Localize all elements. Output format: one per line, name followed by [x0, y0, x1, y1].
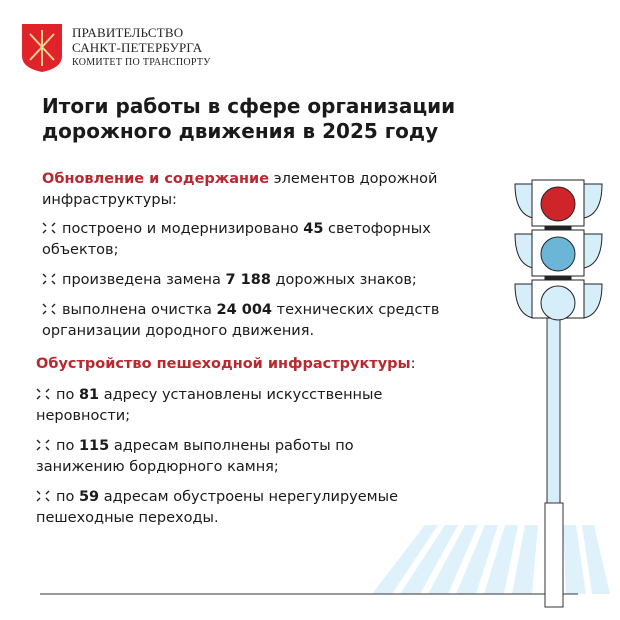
list-item: построено и модернизировано 45 светофорных объектов; [42, 221, 431, 258]
list-item: выполнена очистка 24 004 технических средств организации дородного движения. [42, 302, 440, 339]
organization-name: ПРАВИТЕЛЬСТВО САНКТ-ПЕТЕРБУРГА КОМИТЕТ ПО ТРАНСПОРТУ [72, 25, 211, 68]
signal-blue-icon [515, 230, 602, 276]
signal-light-icon [515, 280, 602, 320]
bullet-icon [36, 490, 50, 502]
bullet-icon [36, 439, 50, 451]
crosswalk-icon [372, 525, 610, 594]
coat-of-arms-logo [22, 24, 62, 72]
bullet-icon [42, 303, 56, 315]
signal-red-icon [515, 180, 602, 226]
bullet-icon [42, 273, 56, 285]
list-item: по 59 адресам обустроены нерегулируемые пешеходные переходы. [36, 489, 398, 526]
section1-heading: Обновление и содержание элементов дорожной инфраструктуры: [42, 171, 438, 208]
list-item: по 115 адресам выполнены работы по занижению бордюрного камня; [36, 438, 354, 475]
list-item: по 81 адресу установлены искусственные неровности; [36, 387, 383, 424]
section2-heading: Обустройство пешеходной инфраструктуры: [36, 356, 416, 372]
list-item: произведена замена 7 188 дорожных знаков; [42, 270, 512, 291]
bullet-icon [42, 222, 56, 234]
bullet-icon [36, 388, 50, 400]
page-title: Итоги работы в сфере организации дорожного движения в 2025 году [42, 94, 456, 143]
